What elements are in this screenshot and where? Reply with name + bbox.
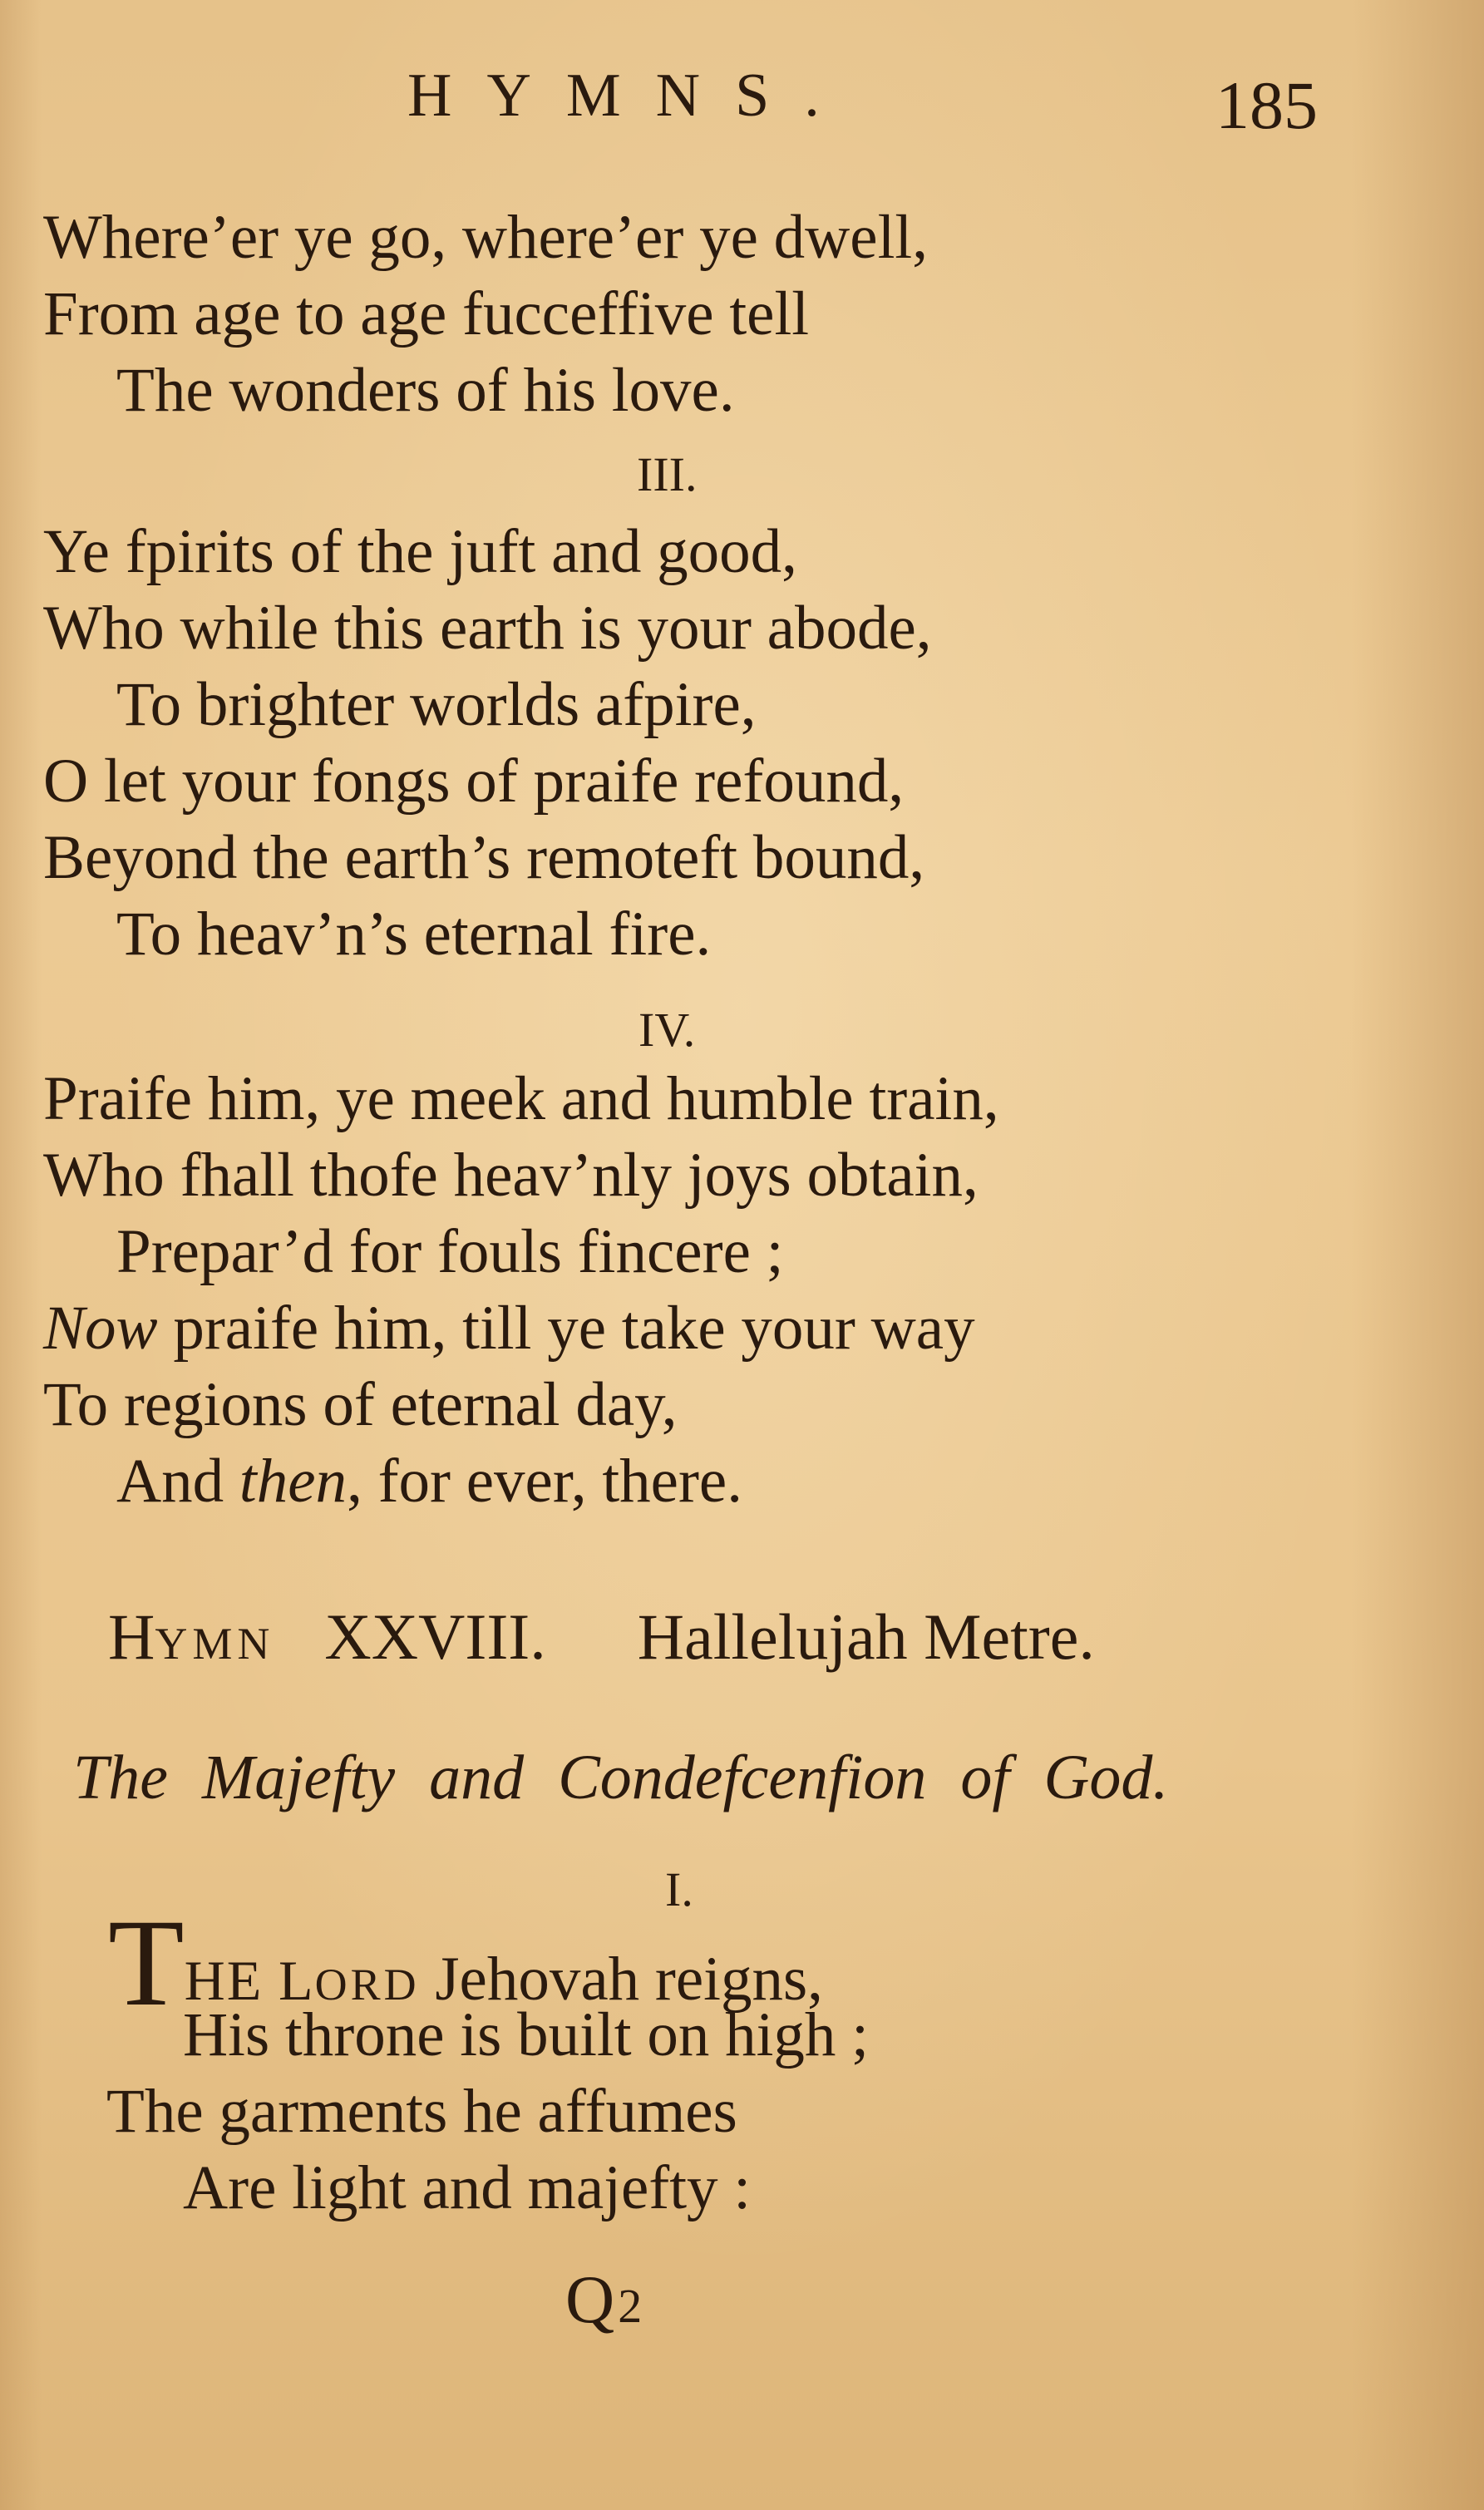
verse-line: Who while this earth is your abode, bbox=[43, 594, 932, 663]
verse-line: O let your fongs of praife refound, bbox=[43, 747, 905, 816]
verse-text: And bbox=[116, 1447, 239, 1516]
page-number: 185 bbox=[1215, 67, 1318, 143]
verse-line: To heav’n’s eternal fire. bbox=[116, 900, 712, 969]
verse-text: , for ever, there. bbox=[347, 1447, 742, 1516]
drop-cap: T bbox=[108, 1894, 185, 2032]
verse-line: The wonders of his love. bbox=[116, 356, 735, 425]
running-title: HYMNS. bbox=[407, 62, 855, 130]
verse-text: Jehovah reigns, bbox=[435, 1945, 823, 2014]
first-word-caps: HE bbox=[184, 1949, 264, 2012]
verse-line: To regions of eternal day, bbox=[43, 1370, 678, 1439]
stanza-number: IV. bbox=[638, 1003, 696, 1057]
signature-mark bbox=[565, 2261, 643, 2337]
hymn-subtitle: The Majefty and Condefcenfion of God. bbox=[73, 1743, 1169, 1812]
hymn-label-small: YMN bbox=[155, 1619, 275, 1669]
verse-text: praife him, till ye take your way bbox=[157, 1294, 975, 1363]
hymn-title bbox=[108, 1600, 1095, 1673]
emphasis-then: then bbox=[239, 1447, 348, 1516]
verse-line: Praife him, ye meek and humble train, bbox=[43, 1064, 999, 1133]
hymn-metre: Hallelujah Metre. bbox=[637, 1600, 1095, 1673]
stanza-number: III. bbox=[637, 447, 698, 501]
verse-line: Who fhall thofe heav’nly joys obtain, bbox=[43, 1141, 979, 1210]
verse-line: Beyond the earth’s remoteft bound, bbox=[43, 823, 925, 892]
lord-cap: L bbox=[279, 1949, 315, 2012]
verse-line bbox=[116, 1447, 742, 1516]
verse-line: To brighter worlds afpire, bbox=[116, 670, 757, 739]
verse-line: The garments he affumes bbox=[106, 2077, 737, 2146]
hymn-number: XXVIII. bbox=[324, 1600, 546, 1673]
emphasis-now: Now bbox=[43, 1294, 158, 1363]
stanza-number: I. bbox=[665, 1862, 693, 1916]
lord-small-caps: ORD bbox=[314, 1960, 420, 2009]
verse-line: Prepar’d for fouls fincere ; bbox=[116, 1217, 784, 1286]
verse-line: Where’er ye go, where’er ye dwell, bbox=[43, 203, 928, 272]
verse-line: Are light and majefty : bbox=[183, 2153, 752, 2222]
hymn-label-cap: H bbox=[108, 1600, 155, 1673]
verse-line: His throne is built on high ; bbox=[183, 2000, 869, 2069]
verse-line: Ye fpirits of the juft and good, bbox=[43, 517, 797, 586]
signature-number: 2 bbox=[618, 2279, 643, 2333]
verse-line: From age to age fucceffive tell bbox=[43, 279, 810, 348]
signature-letter: Q bbox=[565, 2261, 615, 2337]
verse-line bbox=[43, 1294, 975, 1363]
